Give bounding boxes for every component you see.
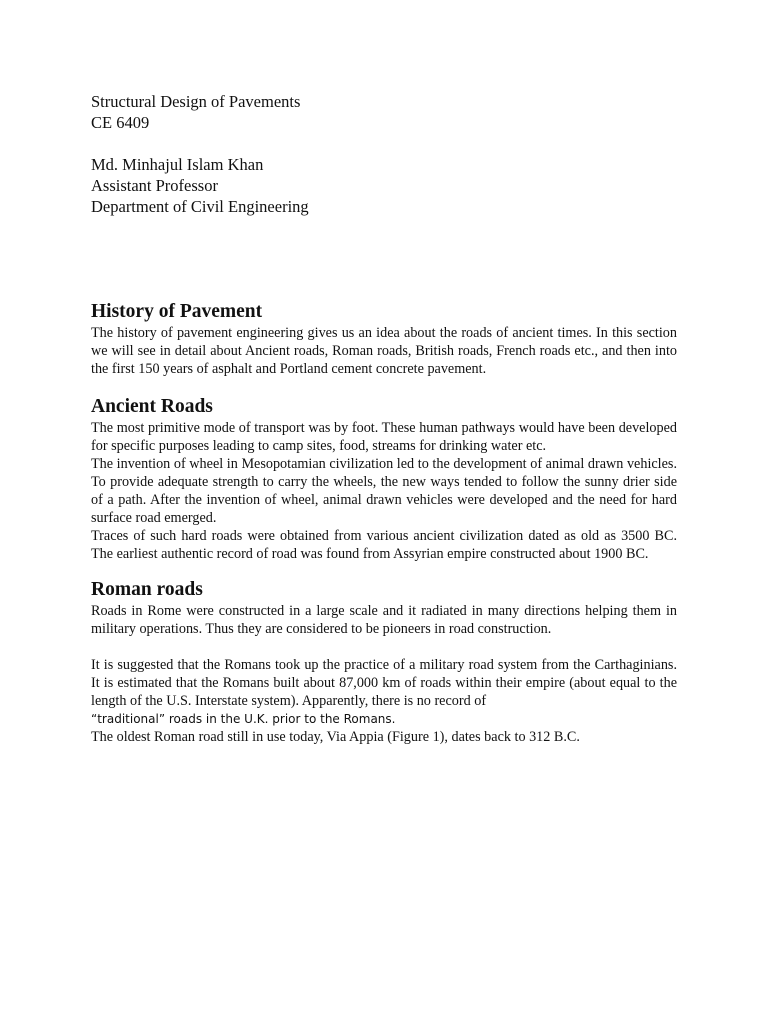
ancient-paragraph-3: Traces of such hard roads were obtained from various ancient civilization dated as old as 3500 BC. The earliest authentic record of road was found from Assyrian empire constructed about 1900 BC. xyxy=(91,528,677,562)
document-page xyxy=(91,91,677,746)
roman-paragraph-2 xyxy=(91,656,677,728)
author-title: Assistant Professor xyxy=(91,176,218,195)
ancient-paragraph-1: The most primitive mode of transport was by foot. These human pathways would have been developed for specific purposes leading to camp sites, food, streams for drinking water etc. xyxy=(91,420,677,454)
roman-paragraph-1: Roads in Rome were constructed in a large scale and it radiated in many directions helping them in military operations. Thus they are considered to be pioneers in road construction. xyxy=(91,603,677,637)
roman-paragraph-2-tail-text: “traditional” roads in the U.K. prior to the Romans. xyxy=(91,712,396,726)
section-heading-history: History of Pavement xyxy=(91,301,263,322)
history-paragraph-1: The history of pavement engineering gives us an idea about the roads of ancient times. In this section we will see in detail about Ancient roads, Roman roads, British roads, French roads etc., and then into the first 150 years of asphalt and Portland cement concrete pavement. xyxy=(91,325,677,377)
section-heading-ancient-roads: Ancient Roads xyxy=(91,396,213,417)
author-name: Md. Minhajul Islam Khan xyxy=(91,155,264,174)
course-title: Structural Design of Pavements xyxy=(91,92,301,111)
roman-paragraph-3: The oldest Roman road still in use today, Via Appia (Figure 1), dates back to 312 B.C. xyxy=(91,729,580,745)
roman-paragraph-2-main: It is suggested that the Romans took up the practice of a military road system from the Carthaginians. It is estimated that the Romans built about 87,000 km of roads within their empire (about equal to the length of the U.S. Interstate system). Apparently, there is no record of xyxy=(91,657,677,709)
document-header xyxy=(91,91,677,217)
course-code: CE 6409 xyxy=(91,113,150,132)
author-department: Department of Civil Engineering xyxy=(91,197,309,216)
header-spacer xyxy=(91,133,677,154)
ancient-paragraph-2: The invention of wheel in Mesopotamian civilization led to the development of animal drawn vehicles. To provide adequate strength to carry the wheels, the new ways tended to follow the sunny drier side of a path. After the invention of wheel, animal drawn vehicles were developed and the need for hard surface road emerged. xyxy=(91,456,677,526)
roman-paragraph-2-tail xyxy=(91,710,677,728)
section-heading-roman-roads: Roman roads xyxy=(91,579,203,600)
